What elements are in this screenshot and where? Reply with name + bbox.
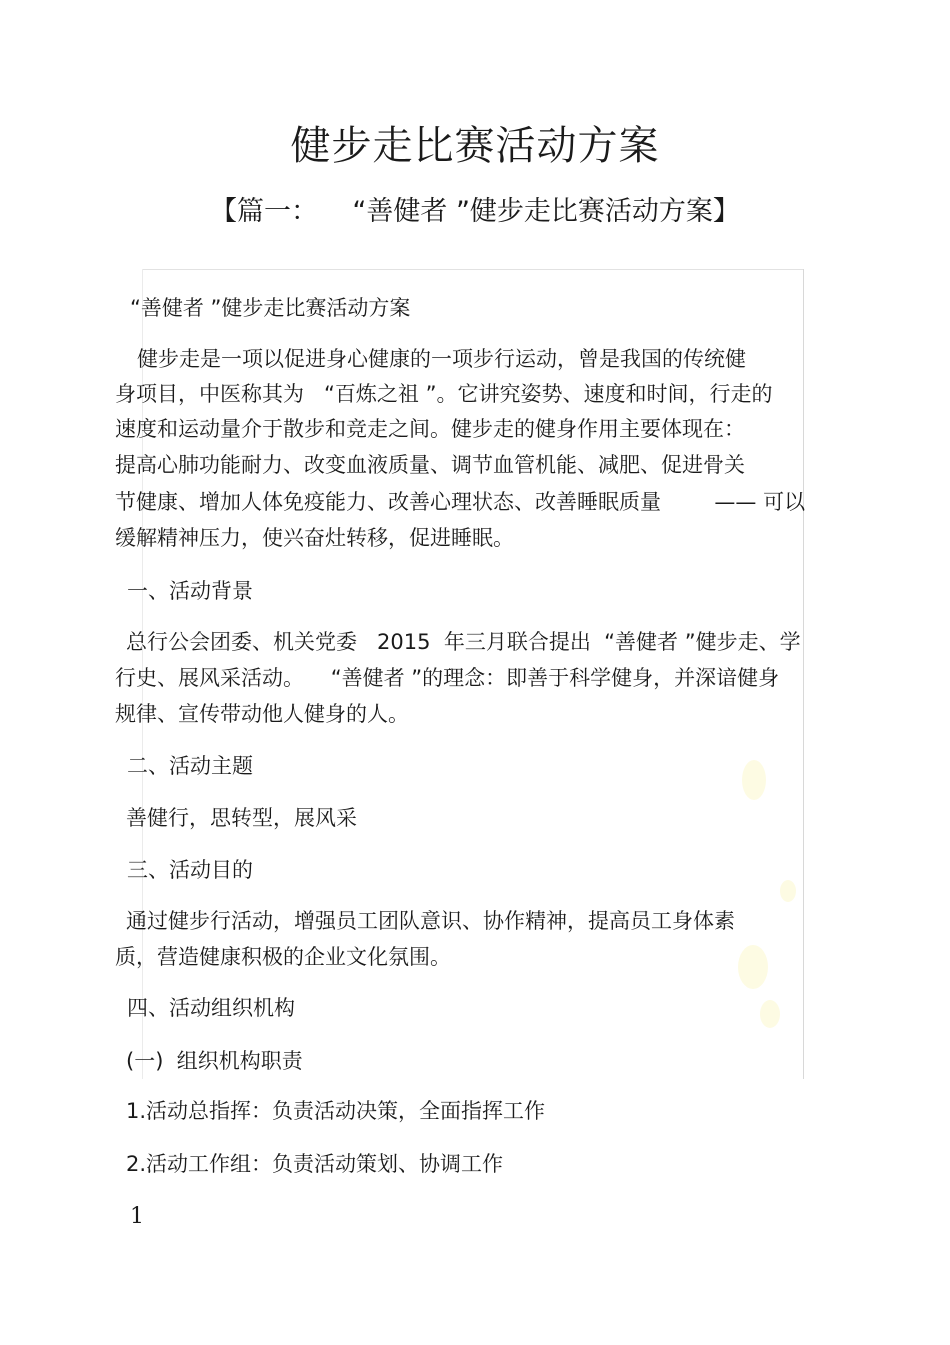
subsection-title: (一) 组织机构职责 [126, 1049, 303, 1073]
section-title: 二、活动主题 [127, 754, 253, 778]
section-body-line: 规律、宣传带动他人健身的人。 [115, 702, 409, 726]
intro-line: 提高心肺功能耐力、改变血液质量、调节血管机能、减肥、促进骨关 [115, 453, 745, 477]
section-title: 一、活动背景 [127, 579, 253, 603]
intro-line: 缓解精神压力，使兴奋灶转移，促进睡眠。 [115, 526, 514, 550]
page-number: 1 [130, 1204, 144, 1229]
document-subtitle: 【篇一： “善健者 ”健步走比赛活动方案】 [210, 196, 740, 227]
duty-item: 2.活动工作组：负责活动策划、协调工作 [126, 1152, 504, 1176]
section-body-line: 通过健步行活动，增强员工团队意识、协作精神，提高员工身体素 [126, 909, 735, 933]
duty-item: 1.活动总指挥：负责活动决策，全面指挥工作 [126, 1099, 546, 1123]
scan-frame-right [803, 269, 804, 1079]
section-body-line: 质，营造健康积极的企业文化氛围。 [115, 945, 451, 969]
paper-stain [742, 760, 766, 800]
paper-stain [738, 945, 768, 989]
section-title: 三、活动目的 [127, 858, 253, 882]
scan-frame-top [142, 269, 804, 270]
section-title: 四、活动组织机构 [127, 996, 295, 1020]
section-body-line: 总行公会团委、机关党委 2015 年三月联合提出 “善健者 ”健步走、学 [126, 630, 801, 654]
intro-line: 身项目，中医称其为 “百炼之祖 ”。它讲究姿势、速度和时间，行走的 [115, 382, 773, 406]
intro-line: 节健康、增加人体免疫能力、改善心理状态、改善睡眠质量 —— 可以 [115, 490, 806, 514]
heading-line: “善健者 ”健步走比赛活动方案 [130, 296, 411, 320]
intro-line: 健步走是一项以促进身心健康的一项步行运动，曾是我国的传统健 [137, 347, 746, 371]
intro-line: 速度和运动量介于散步和竞走之间。健步走的健身作用主要体现在： [115, 417, 745, 441]
paper-stain [760, 1000, 780, 1028]
document-title: 健步走比赛活动方案 [290, 123, 660, 169]
section-body-line: 善健行，思转型，展风采 [126, 806, 357, 830]
paper-stain [780, 880, 796, 902]
section-body-line: 行史、展风采活动。 “善健者 ”的理念：即善于科学健身，并深谙健身 [115, 666, 780, 690]
